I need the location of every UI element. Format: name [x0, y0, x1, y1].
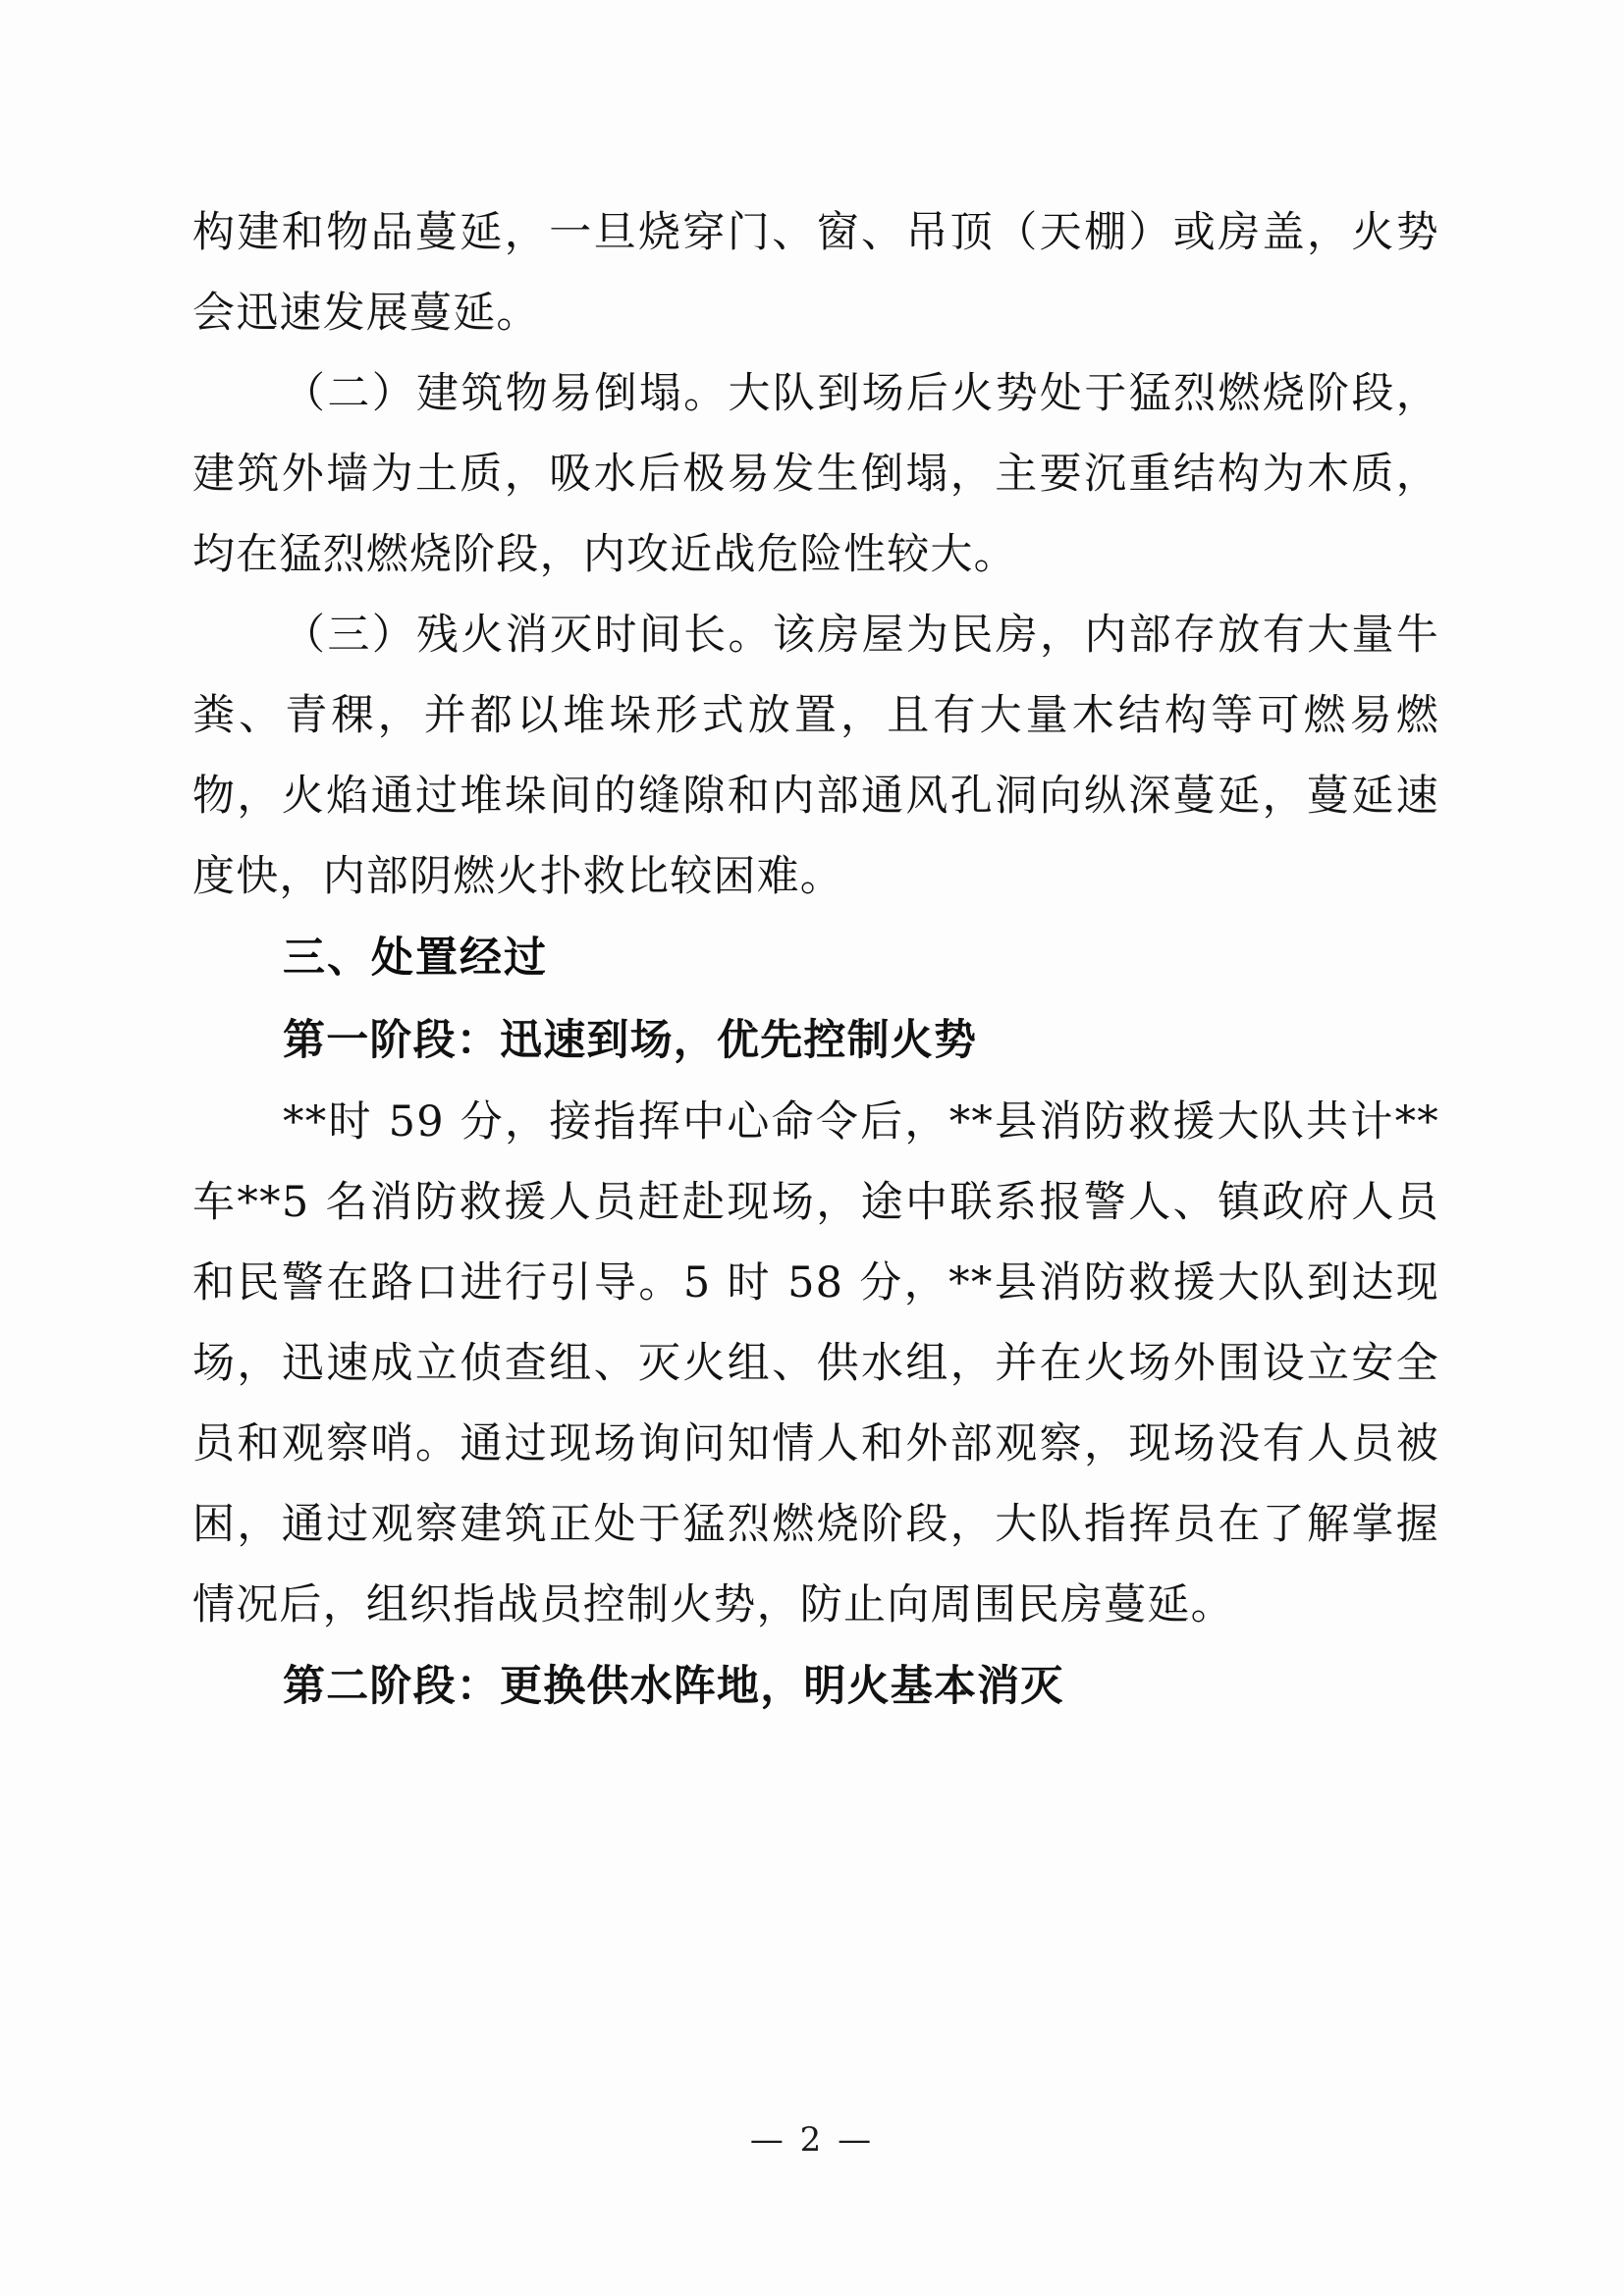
page-number: — 2 —	[749, 2120, 875, 2160]
subheading-phase-two: 第二阶段：更换供水阵地，明火基本消灭	[283, 1662, 1064, 1711]
subheading-phase-one: 第一阶段：迅速到场，优先控制火势	[283, 1016, 978, 1065]
paragraph-section-three: （三）残火消灭时间长。该房屋为民房，内部存放有大量牛粪、青稞，并都以堆垛形式放置，且有大量木结构等可燃易燃物，火焰通过堆垛间的缝隙和内部通风孔洞向纵深蔓延，蔓延速度快，内部阴燃火扑救比较困难。	[192, 611, 1439, 901]
heading-section-three: 三、处置经过	[283, 934, 548, 983]
paragraph-phase-one-body: **时 59 分，接指挥中心命令后，**县消防救援大队共计**车**5 名消防救援人员赶赴现场，途中联系报警人、镇政府人员和民警在路口进行引导。5 时 58 分，**县消防救援大队到达现场，迅速成立侦查组、灭火组、供水组，并在火场外围设立安全员和观察哨。通过现场询问知情人和外部观察，现场没有人员被困，通过观察建筑正处于猛烈燃烧阶段，大队指挥员在了解掌握情况后，组织指战员控制火势，防止向周围民房蔓延。	[192, 1097, 1439, 1629]
document-body	[192, 192, 1439, 1728]
paragraph-section-two: （二）建筑物易倒塌。大队到场后火势处于猛烈燃烧阶段，建筑外墙为土质，吸水后极易发生倒塌，主要沉重结构为木质，均在猛烈燃烧阶段，内攻近战危险性较大。	[192, 369, 1439, 579]
paragraph-continuation: 构建和物品蔓延，一旦烧穿门、窗、吊顶（天棚）或房盖，火势会迅速发展蔓延。	[192, 208, 1439, 338]
